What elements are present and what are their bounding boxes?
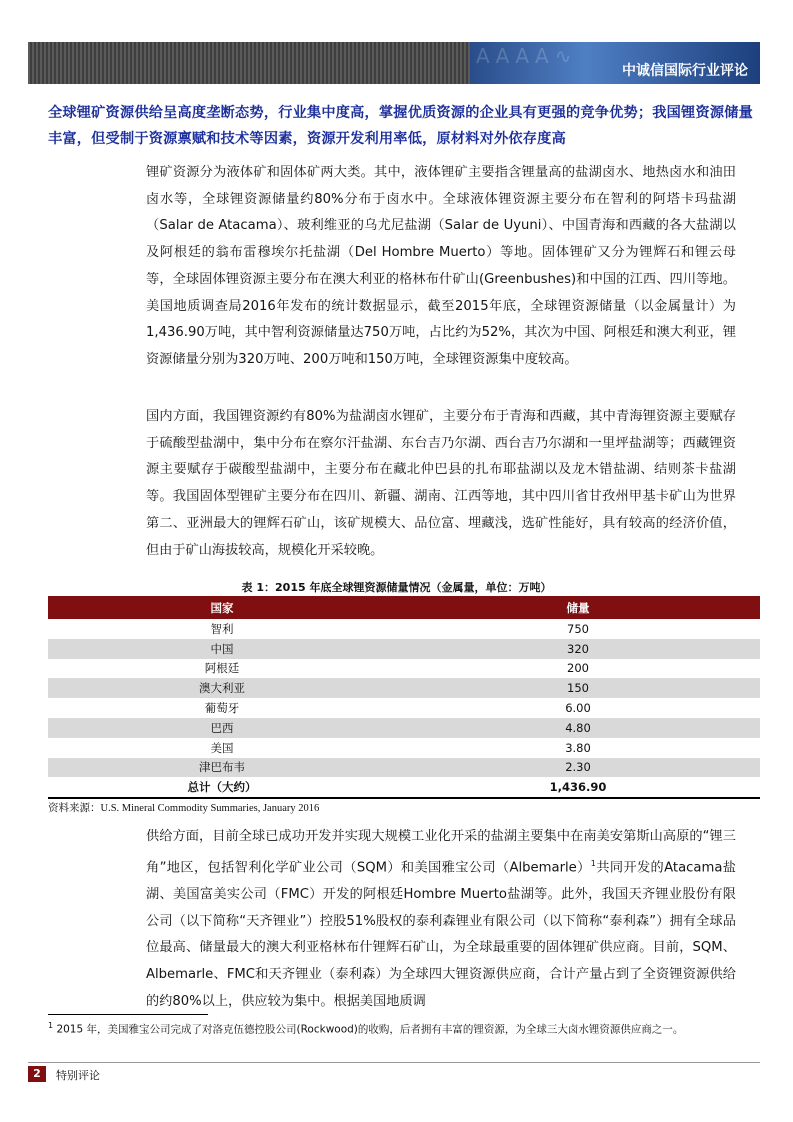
table-row <box>48 738 760 758</box>
country-cell: 澳大利亚 <box>48 678 396 698</box>
section-headline: 全球锂矿资源供给呈高度垄断态势，行业集中度高，掌握优质资源的企业具有更强的竞争优势；我国锂资源储量丰富，但受制于资源禀赋和技术等因素，资源开发利用率低，原材料对外依存度高 <box>48 105 753 147</box>
footer-divider <box>28 1062 760 1063</box>
footnote-text: 2015 年，美国雅宝公司完成了对洛克伍德控股公司(Rockwood)的收购，后者拥有丰富的锂资源，为全球三大卤水锂资源供应商之一。 <box>56 1023 684 1036</box>
table-header-row <box>48 596 760 619</box>
reserve-cell: 3.80 <box>396 738 760 758</box>
reserve-cell: 6.00 <box>396 698 760 718</box>
column-header-reserves: 储量 <box>396 596 760 619</box>
table-row <box>48 718 760 738</box>
paragraph-3-part-1: 供给方面，目前全球已成功开发并实现大规模工业化开采的盐湖主要集中在南美安第斯山高原的“锂三角”地区，包括智利化学矿业公司（SQM）和美国雅宝公司（Albemarle） <box>146 829 736 876</box>
reserve-cell: 750 <box>396 619 760 639</box>
reserve-cell: 320 <box>396 639 760 659</box>
table-caption: 表 1：2015 年底全球锂资源储量情况（金属量，单位：万吨） <box>241 581 552 594</box>
footer-section-name: 特别评论 <box>56 1069 100 1082</box>
country-cell: 阿根廷 <box>48 659 396 679</box>
table-row <box>48 619 760 639</box>
footnote-divider <box>48 1014 208 1015</box>
paragraph-3 <box>146 824 736 1015</box>
total-value-cell: 1,436.90 <box>396 777 760 798</box>
column-header-country: 国家 <box>48 596 396 619</box>
lithium-reserves-table <box>48 596 760 799</box>
table-source: 资料来源：U.S. Mineral Commodity Summaries, January 2016 <box>48 803 320 814</box>
table-row <box>48 698 760 718</box>
country-cell: 巴西 <box>48 718 396 738</box>
reserve-cell: 200 <box>396 659 760 679</box>
table-row <box>48 639 760 659</box>
footnote <box>48 1021 763 1037</box>
paragraph-3-part-2: 共同开发的Atacama盐湖、美国富美实公司（FMC）开发的阿根廷Hombre Muerto盐湖等。此外，我国天齐锂业股份有限公司（以下简称“天齐锂业”）控股51%股权的泰利森锂业有限公司（以下简称“泰利森”）拥有全球品位最高、储量最大的澳大利亚格林布什锂辉石矿山，为全球最重要的固体锂矿供应商。目前，SQM、Albemarle、FMC和天齐锂业（泰利森）为全球四大锂资源供应商，合计产量占到了全资锂资源供给的约80%以上，供应较为集中。根据美国地质调 <box>146 860 736 1009</box>
header-banner <box>470 42 760 84</box>
country-cell: 中国 <box>48 639 396 659</box>
country-cell: 津巴布韦 <box>48 758 396 778</box>
paragraph-2: 国内方面，我国锂资源约有80%为盐湖卤水锂矿，主要分布于青海和西藏，其中青海锂资源主要赋存于硫酸型盐湖中，集中分布在察尔汗盐湖、东台吉乃尔湖、西台吉乃尔湖和一里坪盐湖等；西藏锂资源主要赋存于碳酸型盐湖中，主要分布在藏北仲巴县的扎布耶盐湖以及龙木错盐湖、结则茶卡盐湖等。我国固体型锂矿主要分布在四川、新疆、湖南、江西等地，其中四川省甘孜州甲基卡矿山为世界第二、亚洲最大的锂辉石矿山，该矿规模大、品位富、埋藏浅，选矿性能好，具有较高的经济价值，但由于矿山海拔较高，规模化开采较晚。 <box>146 409 736 558</box>
country-cell: 葡萄牙 <box>48 698 396 718</box>
reserve-cell: 150 <box>396 678 760 698</box>
country-cell: 智利 <box>48 619 396 639</box>
footnote-reference: 1 <box>590 858 596 868</box>
table-row <box>48 659 760 679</box>
banner-decoration: ΑΑΑΑ∿ <box>476 44 578 68</box>
page-number: 2 <box>28 1066 46 1082</box>
reserve-cell: 4.80 <box>396 718 760 738</box>
table-row <box>48 758 760 778</box>
country-cell: 美国 <box>48 738 396 758</box>
reserve-cell: 2.30 <box>396 758 760 778</box>
header-title: 中诚信国际行业评论 <box>622 63 748 79</box>
paragraph-1: 锂矿资源分为液体矿和固体矿两大类。其中，液体锂矿主要指含锂量高的盐湖卤水、地热卤水和油田卤水等，全球锂资源储量约80%分布于卤水中。全球液体锂资源主要分布在智利的阿塔卡玛盐湖（Salar de Atacama）、玻利维亚的乌尤尼盐湖（Salar de Uyuni）、中国青海和西藏的各大盐湖以及阿根廷的翁布雷穆埃尔托盐湖（Del Hombre Muerto）等地。固体锂矿又分为锂辉石和锂云母等，全球固体锂资源主要分布在澳大利亚的格林布什矿山(Greenbushes)和中国的江西、四川等地。美国地质调查局2016年发布的统计数据显示，截至2015年底，全球锂资源储量（以金属量计）为1,436.90万吨，其中智利资源储量达750万吨，占比约为52%，其次为中国、阿根廷和澳大利亚，锂资源储量分别为320万吨、200万吨和150万吨，全球锂资源集中度较高。 <box>146 165 736 367</box>
table-total-row <box>48 777 760 798</box>
footnote-mark: 1 <box>48 1021 54 1030</box>
table-row <box>48 678 760 698</box>
total-label-cell: 总计（大约） <box>48 777 396 798</box>
